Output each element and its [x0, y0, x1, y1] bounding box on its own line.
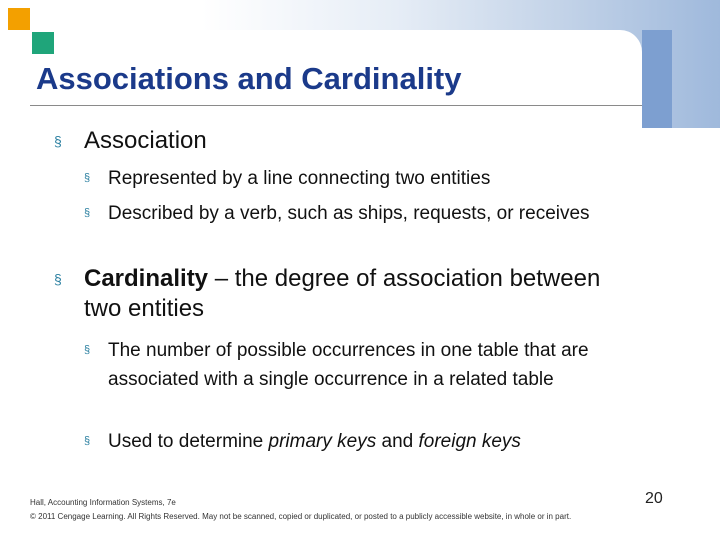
sub-bullet-represented: [84, 164, 644, 193]
green-square-decoration: [32, 32, 54, 54]
orange-square-decoration: [8, 8, 30, 30]
cardinality-term: Cardinality: [84, 265, 209, 292]
title-divider: [30, 105, 642, 106]
primary-keys-term: primary keys: [268, 431, 377, 452]
bullet-cardinality-text: [84, 264, 604, 324]
footer-copyright: © 2011 Cengage Learning. All Rights Reserved. May not be scanned, copied or duplicated, or posted to a publicly accessible website, in whole or in part.: [30, 512, 572, 521]
sub-bullet-occurrences: [84, 336, 644, 394]
footer-citation: Hall, Accounting Information Systems, 7e: [30, 498, 176, 507]
sub-bullet-occurrences-text: The number of possible occurrences in one table that are associated with a single occurrence in a related table: [108, 340, 589, 390]
sub-bullet-keys: [84, 427, 684, 456]
keys-prefix: Used to determine: [108, 431, 269, 452]
sub-bullet-marker: §: [84, 207, 91, 219]
sub-bullet-keys-text: [108, 427, 521, 456]
bullet-association: [52, 126, 652, 156]
bullet-cardinality: [52, 264, 652, 324]
accent-bar: [642, 30, 672, 128]
sub-bullet-described-text: Described by a verb, such as ships, requests, or receives: [108, 203, 590, 224]
foreign-keys-term: foreign keys: [418, 431, 521, 452]
page-number: 20: [645, 490, 663, 507]
slide-title: Associations and Cardinality: [36, 61, 462, 96]
bullet-marker: §: [54, 133, 62, 149]
keys-connector: and: [376, 431, 419, 452]
sub-bullet-represented-text: Represented by a line connecting two entities: [108, 168, 491, 189]
bullet-marker: §: [54, 271, 62, 287]
bullet-association-text: Association: [84, 127, 207, 154]
sub-bullet-described: [84, 199, 644, 228]
sub-bullet-marker: §: [84, 435, 91, 447]
cardinality-definition: – the degree of association between two entities: [84, 265, 601, 322]
sub-bullet-marker: §: [84, 344, 91, 356]
sub-bullet-marker: §: [84, 172, 91, 184]
